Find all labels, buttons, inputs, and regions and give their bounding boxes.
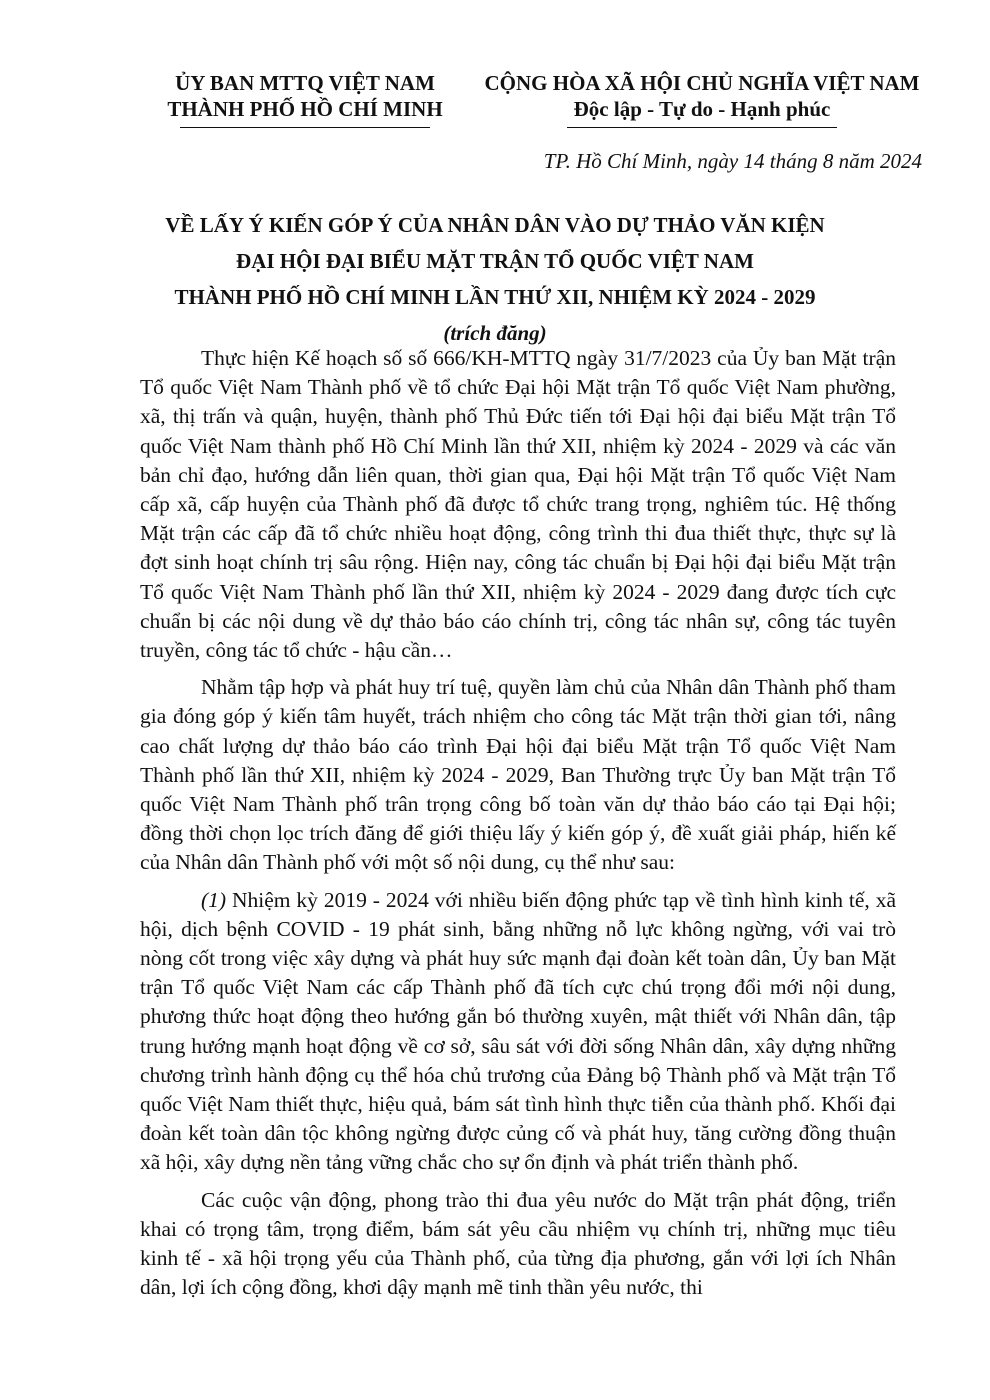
title-line3: THÀNH PHỐ HỒ CHÍ MINH LẦN THỨ XII, NHIỆM KỲ 2024 - 2029 <box>174 285 816 309</box>
national-name: CỘNG HÒA XÃ HỘI CHỦ NGHĨA VIỆT NAM <box>484 71 920 95</box>
national-motto-header <box>462 70 942 128</box>
title-line1: VỀ LẤY Ý KIẾN GÓP Ý CỦA NHÂN DÂN VÀO DỰ THẢO VĂN KIỆN <box>165 213 825 237</box>
paragraph-2: Nhằm tập hợp và phát huy trí tuệ, quyền làm chủ của Nhân dân Thành phố tham gia đóng góp ý kiến tâm huyết, trách nhiệm cho công tác Mặt trận thời gian tới, nâng cao chất lượng dự thảo báo cáo trình Đại hội đại biểu Mặt trận Tổ quốc Việt Nam Thành phố lần thứ XII, nhiệm kỳ 2024 - 2029, Ban Thường trực Ủy ban Mặt trận Tổ quốc Việt Nam Thành phố trân trọng công bố toàn văn dự thảo báo cáo tại Đại hội; đồng thời chọn lọc trích đăng để giới thiệu lấy ý kiến góp ý, đề xuất giải pháp, hiến kế của Nhân dân Thành phố với một số nội dung, cụ thể như sau: <box>140 675 896 875</box>
paragraph-4: Các cuộc vận động, phong trào thi đua yêu nước do Mặt trận phát động, triển khai có trọng tâm, trọng điểm, bám sát yêu cầu nhiệm vụ chính trị, những mục tiêu kinh tế - xã hội trọng yếu của Thành phố, của từng địa phương, gắn với lợi ích Nhân dân, lợi ích cộng đồng, khơi dậy mạnh mẽ tinh thần yêu nước, thi <box>140 1187 896 1300</box>
document-date: TP. Hồ Chí Minh, ngày 14 tháng 8 năm 2024 <box>543 149 922 173</box>
issuing-agency-line1: ỦY BAN MTTQ VIỆT NAM <box>175 71 435 95</box>
issuing-agency-header <box>150 70 460 128</box>
paragraph-3-number: (1) <box>201 887 227 912</box>
issuing-agency-underline <box>180 127 430 128</box>
document-body <box>140 344 896 1311</box>
paragraph-3 <box>140 886 896 1178</box>
title-subtitle: (trích đăng) <box>443 321 547 345</box>
national-motto-underline <box>567 127 837 128</box>
document-title <box>100 207 890 351</box>
paragraph-3-text: Nhiệm kỳ 2019 - 2024 với nhiều biến động phức tạp về tình hình kinh tế, xã hội, dịch bệnh COVID - 19 phát sinh, bằng những nỗ lực không ngừng, với vai trò nòng cốt trong việc xây dựng và phát huy sức mạnh đại đoàn kết toàn dân, Ủy ban Mặt trận Tổ quốc Việt Nam các cấp Thành phố đã tích cực chú trọng đổi mới nội dung, phương thức hoạt động theo hướng gắn bó thường xuyên, mật thiết với Nhân dân, tập trung hướng mạnh hoạt động về cơ sở, sâu sát với đời sống Nhân dân, xây dựng những chương trình hành động cụ thể hóa chủ trương của Đảng bộ Thành phố và Mặt trận Tổ quốc Việt Nam thiết thực, hiệu quả, bám sát tình hình thực tiễn của thành phố. Khối đại đoàn kết toàn dân tộc không ngừng được củng cố và phát huy, tăng cường đồng thuận xã hội, xây dựng nền tảng vững chắc cho sự ổn định và phát triển thành phố. <box>140 887 896 1175</box>
title-line2: ĐẠI HỘI ĐẠI BIỂU MẶT TRẬN TỔ QUỐC VIỆT NAM <box>236 249 754 273</box>
issuing-agency-line2: THÀNH PHỐ HỒ CHÍ MINH <box>167 97 443 121</box>
paragraph-1: Thực hiện Kế hoạch số số 666/KH-MTTQ ngày 31/7/2023 của Ủy ban Mặt trận Tổ quốc Việt Nam Thành phố về tổ chức Đại hội Mặt trận Tổ quốc Việt Nam phường, xã, thị trấn và quận, huyện, thành phố Thủ Đức tiến tới Đại hội đại biểu Mặt trận Tổ quốc Việt Nam thành phố Hồ Chí Minh lần thứ XII, nhiệm kỳ 2024 - 2029 và các văn bản chỉ đạo, hướng dẫn liên quan, thời gian qua, Đại hội Mặt trận Tổ quốc Việt Nam cấp xã, cấp huyện của Thành phố đã được tổ chức trang trọng, nghiêm túc. Hệ thống Mặt trận các cấp đã tổ chức nhiều hoạt động, công trình thi đua thiết thực, thực sự là đợt sinh hoạt chính trị sâu rộng. Hiện nay, công tác chuẩn bị Đại hội đại biểu Mặt trận Tổ quốc Việt Nam Thành phố lần thứ XII, nhiệm kỳ 2024 - 2029 đang được tích cực chuẩn bị các nội dung về dự thảo báo cáo chính trị, công tác nhân sự, công tác tuyên truyền, công tác tổ chức - hậu cần… <box>140 346 896 663</box>
national-motto: Độc lập - Tự do - Hạnh phúc <box>573 97 831 121</box>
